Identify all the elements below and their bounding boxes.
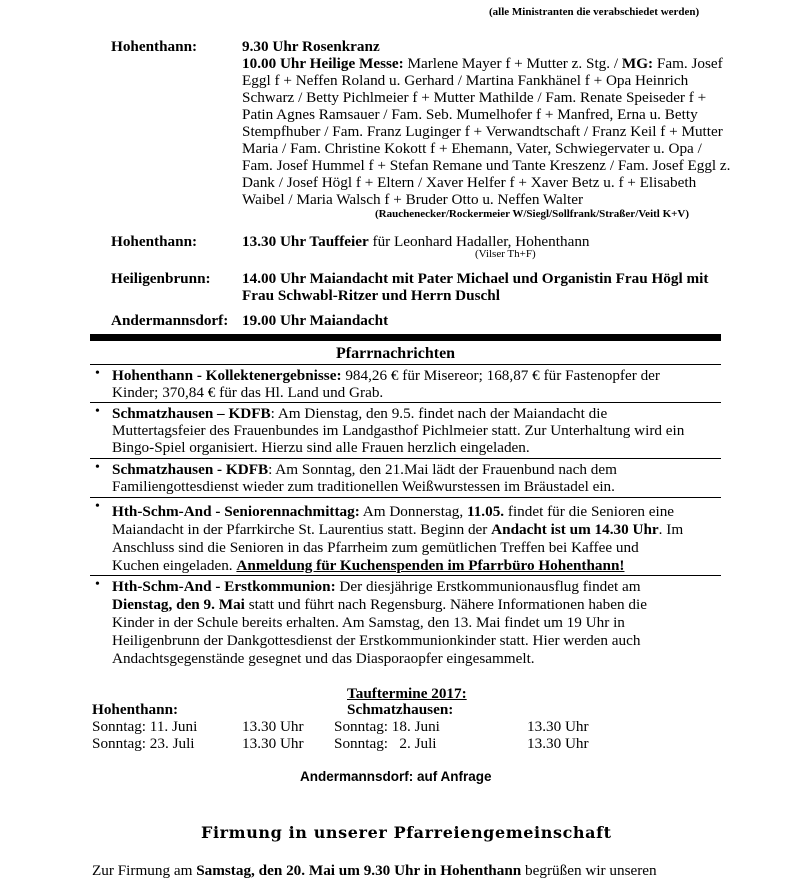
andermannsdorf-note: Andermannsdorf: auf Anfrage: [300, 769, 492, 784]
tauftermine-date: Sonntag: 2. Juli: [334, 735, 437, 752]
news-item-line: [112, 367, 660, 384]
section-divider: [90, 334, 721, 341]
divider-line: [90, 364, 721, 365]
news-highlight: Andacht ist um 14.30 Uhr: [491, 521, 659, 538]
messe-text-line: Stempfhuber / Fam. Franz Luginger f + Verwandtschaft / Franz Keil f + Mutter: [242, 123, 723, 140]
news-text: Am Donnerstag,: [359, 503, 467, 520]
news-item-line: Kinder; 370,84 € für das Hl. Land und Grab.: [112, 384, 384, 401]
divider-line: [90, 575, 721, 576]
bullet-icon: •: [95, 499, 100, 514]
messe-title: 10.00 Uhr Heilige Messe:: [242, 55, 404, 72]
mg-label: MG:: [621, 55, 654, 72]
messe-text-line: Schwarz / Betty Pichlmeier f + Mutter Mathilde / Fam. Renate Speiseder f +: [242, 89, 707, 106]
news-highlight: Dienstag, den 9. Mai: [112, 596, 245, 613]
news-text: Kuchen eingeladen.: [112, 557, 237, 574]
maiandacht-line: Frau Schwabl-Ritzer und Herrn Duschl: [242, 287, 500, 304]
news-item-line: Andachtsgegenstände gesegnet und das Diasporaopfer eingesammelt.: [112, 650, 535, 667]
news-title: Schmatzhausen -: [112, 461, 226, 478]
messe-text-line: Maria / Fam. Christine Kokott f + Ehemann, Vater, Schwiegervater u. Opa /: [242, 140, 702, 157]
news-text: 984,26 € für Misereor; 168,87 € für Fastenopfer der: [341, 367, 660, 384]
tauftermine-col-head: Schmatzhausen:: [347, 701, 454, 718]
divider-line: [90, 497, 721, 498]
tauffeier-detail: für Leonhard Hadaller, Hohenthann: [368, 233, 590, 250]
bullet-icon: •: [95, 404, 100, 419]
place-label: Hohenthann:: [111, 38, 198, 55]
tauftermine-title: Tauftermine 2017:: [347, 685, 467, 702]
bullet-icon: •: [95, 577, 100, 592]
news-text: Maiandacht in der Pfarrkirche St. Laurentius statt. Beginn der: [112, 521, 492, 538]
maiandacht-line: 14.00 Uhr Maiandacht mit Pater Michael und Organistin Frau Högl mit: [242, 270, 709, 287]
place-label: Hohenthann:: [111, 233, 198, 250]
news-item-line: [112, 521, 683, 538]
tauftermine-time: 13.30 Uhr: [242, 735, 304, 752]
firmung-text-part: begrüßen wir unseren: [521, 862, 657, 879]
messe-text-line: Eggl f + Neffen Roland u. Gerhard / Martina Fankhänel f + Opa Heinrich: [242, 72, 689, 89]
news-title: Hth-Schm-And - Seniorennachmittag:: [112, 503, 360, 520]
news-title: Hohenthann - Kollektenergebnisse:: [112, 367, 342, 384]
ministranten-note: (alle Ministranten die verabschiedet werden): [489, 6, 700, 18]
news-text: statt und führt nach Regensburg. Nähere Informationen haben die: [244, 596, 647, 613]
news-item-line: [112, 461, 617, 478]
news-item-line: Muttertagsfeier des Frauenbundes im Landgasthof Pichlmeier statt. Zur Unterhaltung wird ein: [112, 422, 685, 439]
messe-text-line: Patin Agnes Ramsauer / Fam. Seb. Mumelhofer f + Manfred, Erna u. Betty: [242, 106, 698, 123]
news-item-line: Heiligenbrunn der Dankgottesdienst der Erstkommunionkinder statt. Hier werden auch: [112, 632, 641, 649]
place-label: Heiligenbrunn:: [111, 270, 211, 287]
bullet-icon: •: [95, 460, 100, 475]
rosenkranz-time: 9.30 Uhr Rosenkranz: [242, 38, 380, 55]
news-item-line: [112, 557, 624, 574]
divider-line: [90, 458, 721, 459]
section-title: Pfarrnachrichten: [336, 345, 456, 362]
ministranten-list: (Vilser Th+F): [475, 248, 536, 260]
messe-line: [242, 55, 723, 72]
messe-intention: Marlene Mayer f + Mutter z. Stg. /: [403, 55, 622, 72]
tauftermine-date: Sonntag: 23. Juli: [92, 735, 195, 752]
messe-text-line: Dank / Josef Högl f + Eltern / Xaver Helfer f + Xaver Betz u. f + Elisabeth: [242, 174, 697, 191]
news-title: Schmatzhausen – KDFB: [112, 405, 271, 422]
news-item-line: Bingo-Spiel organisiert. Hierzu sind alle Frauen herzlich eingeladen.: [112, 439, 530, 456]
news-item-line: Anschluss sind die Senioren in das Pfarrheim zum gemütlichen Treffen bei Kaffee und: [112, 539, 639, 556]
place-label: Andermannsdorf:: [111, 312, 229, 329]
divider-line: [90, 402, 721, 403]
news-item-line: [112, 596, 647, 613]
news-text: : Am Sonntag, den 21.Mai lädt der Frauenbund nach dem: [268, 461, 617, 478]
news-date: 11.05.: [466, 503, 505, 520]
news-text: findet für die Senioren eine: [504, 503, 675, 520]
news-item-line: [112, 503, 674, 520]
firmung-date: Samstag, den 20. Mai um 9.30 Uhr in Hohenthann: [196, 862, 522, 879]
tauftermine-time: 13.30 Uhr: [527, 735, 589, 752]
news-highlight: Anmeldung für Kuchenspenden im Pfarrbüro Hohenthann!: [236, 557, 625, 574]
tauftermine-time: 13.30 Uhr: [527, 718, 589, 735]
messe-text-line: Fam. Josef Hummel f + Stefan Remane und Tante Kreszenz / Fam. Josef Eggl z.: [242, 157, 731, 174]
news-item-line: [112, 405, 607, 422]
tauffeier-line: [242, 233, 590, 250]
news-title: KDFB: [225, 461, 269, 478]
firmung-text: [92, 862, 657, 879]
tauftermine-time: 13.30 Uhr: [242, 718, 304, 735]
news-text: : Am Dienstag, den 9.5. findet nach der Maiandacht die: [270, 405, 608, 422]
tauftermine-col-head: Hohenthann:: [92, 701, 179, 718]
news-text: Der diesjährige Erstkommunionausflug findet am: [335, 578, 641, 595]
ministranten-list: (Rauchenecker/Rockermeier W/Siegl/Sollfrank/Straßer/Veitl K+V): [375, 208, 690, 220]
messe-text-line: Waibel / Maria Walsch f + Bruder Otto u. Neffen Walter: [242, 191, 584, 208]
tauftermine-date: Sonntag: 18. Juni: [334, 718, 440, 735]
news-text: . Im: [658, 521, 684, 538]
bullet-icon: •: [95, 366, 100, 381]
firmung-title: Firmung in unserer Pfarreiengemeinschaft: [201, 823, 612, 842]
maiandacht-time: 19.00 Uhr Maiandacht: [242, 312, 389, 329]
messe-intention-tail: Fam. Josef: [653, 55, 723, 72]
firmung-text-part: Zur Firmung am: [92, 862, 197, 879]
news-item-line: Kinder in der Schule bereits erhalten. Am Samstag, den 13. Mai findet um 19 Uhr in: [112, 614, 625, 631]
news-item-line: Familiengottesdienst wieder zum traditionellen Weißwurstessen im Bräustadel ein.: [112, 478, 615, 495]
tauftermine-date: Sonntag: 11. Juni: [92, 718, 198, 735]
news-item-line: [112, 578, 641, 595]
tauffeier-time: 13.30 Uhr Tauffeier: [242, 233, 369, 250]
news-title: Hth-Schm-And - Erstkommunion:: [112, 578, 336, 595]
